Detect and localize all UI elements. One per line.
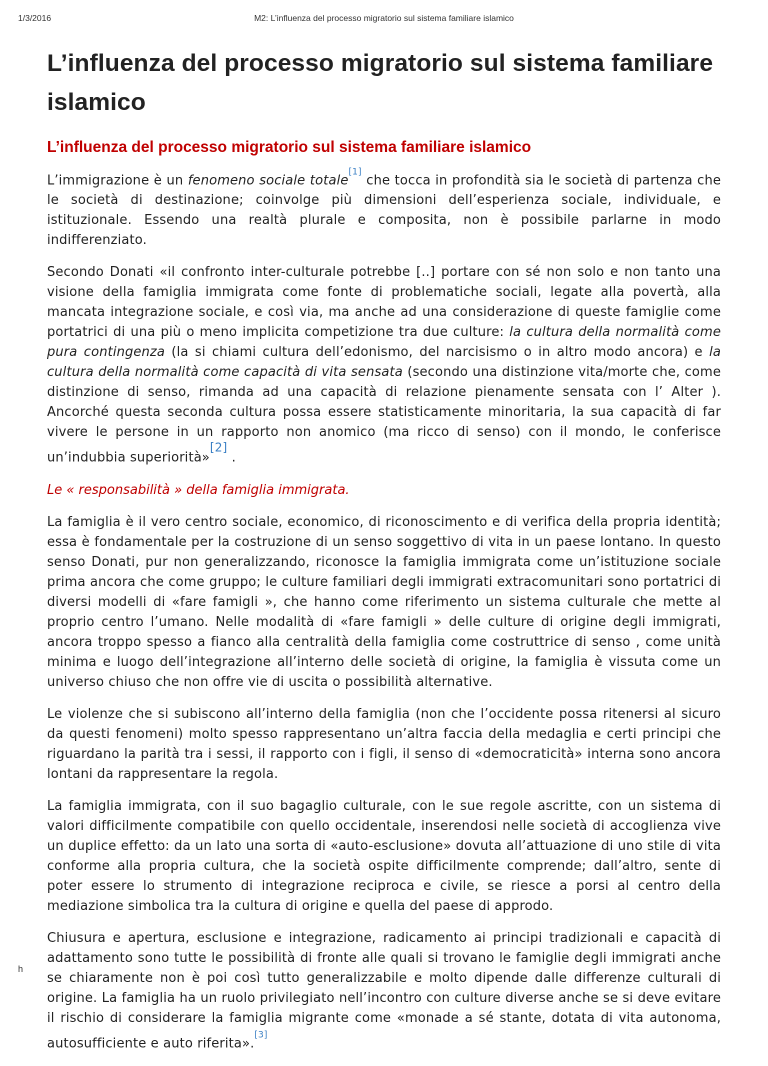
print-title: M2: L’influenza del processo migratorio sul sistema familiare islamico xyxy=(254,13,514,23)
paragraph-5: La famiglia immigrata, con il suo bagaglio culturale, con le sue regole ascritte, con un sistema di valori difficilmente compatibile con quello occidentale, inserendosi nelle società di accoglienza vive un duplice effetto: da un lato una sorta di «auto-esclusione» dovuta all’attuazione di uno stile di vita conforme alla propria cultura, che la società ospite difficilmente comprende; dall’altro, sente di poter essere lo strumento di integrazione reciproca e civile, se riesce a porsi al centro della mediazione simbolica tra la cultura di origine e quella del paese di approdo. xyxy=(47,798,721,914)
paragraph-6: Chiusura e apertura, esclusione e integrazione, radicamento ai principi tradizionali e capacità di adattamento sono tutte le possibilità di fronte alle quali si trovano le famiglie degli immigrati anche se chiaramente non è poi così tutto generalizzabile e molto dipende dalle differenze culturali di origine. La famiglia ha un ruolo privilegiato nell’incontro con culture diverse anche se si deve evitare il rischio di considerare la famiglia migrante come «monade a sé stante, dotata di vita autonoma, autosufficiente e auto riferita».[3] xyxy=(47,930,721,1051)
page-title: L’influenza del processo migratorio sul sistema familiare islamico xyxy=(47,50,714,116)
footnote-link-1[interactable]: [1] xyxy=(348,167,362,178)
section-heading: Le « responsabilità » della famiglia immigrata. xyxy=(47,482,350,498)
article-subtitle: L’influenza del processo migratorio sul sistema familiare islamico xyxy=(47,139,532,156)
footer-mark: h xyxy=(18,964,24,974)
paragraph-1: L’immigrazione è un fenomeno sociale totale[1] che tocca in profondità sia le società di partenza che le società di destinazione; coinvolge più dimensioni dell’esperienza sociale, individuale, e istituzionale. Essendo una realtà plurale e composita, non è possibile parlarne in modo indifferenziato. xyxy=(47,167,722,249)
paragraph-4: Le violenze che si subiscono all’interno della famiglia (non che l’occidente possa ritenersi al sicuro da questi fenomeni) molto spesso rappresentano un’altra faccia della medaglia e certi principi che riguardano la parità tra i sessi, il rapporto con i figli, il senso di «democraticità» interna sono ancora lontani da rappresentare la regola. xyxy=(47,706,721,782)
footnote-link-2[interactable]: [2] xyxy=(209,440,228,455)
footnote-link-3[interactable]: [3] xyxy=(254,1030,268,1041)
print-header xyxy=(0,0,768,40)
article xyxy=(47,44,721,1066)
print-date: 1/3/2016 xyxy=(18,13,52,23)
paragraph-2: Secondo Donati «il confronto inter-culturale potrebbe [..] portare con sé non solo e non tanto una visione della famiglia immigrata come fonte di problematiche sociali, legate alla povertà, alla mancata integrazione sociale, e così via, ma anche ad una considerazione di queste famiglie come portatrici di una più o meno implicita competizione tra due culture: la cultura della normalità come pura contingenza (la si chiami cultura dell’edonismo, del narcisismo o in altro modo ancora) e la cultura della normalità come capacità di vita sensata (secondo una distinzione vita/morte che, come distinzione di senso, rimanda ad una capacità di relazione pienamente sensata con l’ Alter ). Ancorché questa seconda cultura possa essere statisticamente minoritaria, la sua capacità di far vivere le persone in un rapporto non anomico (ma ricco di senso) con il mondo, le conferisce un’indubbia superiorità»[2] . xyxy=(47,265,721,466)
paragraph-3: La famiglia è il vero centro sociale, economico, di riconoscimento e di verifica della propria identità; essa è fondamentale per la costruzione di un senso soggettivo di vita in un paese lontano. In questo senso Donati, pur non generalizzando, riconosce la famiglia immigrata come un’istituzione sociale prima ancora che come gruppo; le culture familiari degli immigrati extracomunitari sono portatrici di diversi modelli di «fare famigli », che hanno come riferimento un sistema culturale che mette al proprio centro l’umano. Nelle modalità di «fare famigli » delle culture di origine degli immigrati, ancora troppo spesso a fianco alla centralità della famiglia come costruttrice di senso , come unità minima e luogo dell’integrazione all’interno delle società di origine, la famiglia è vissuta come un universo chiuso che non offre vie di uscita o possibilità alternative. xyxy=(47,514,721,690)
